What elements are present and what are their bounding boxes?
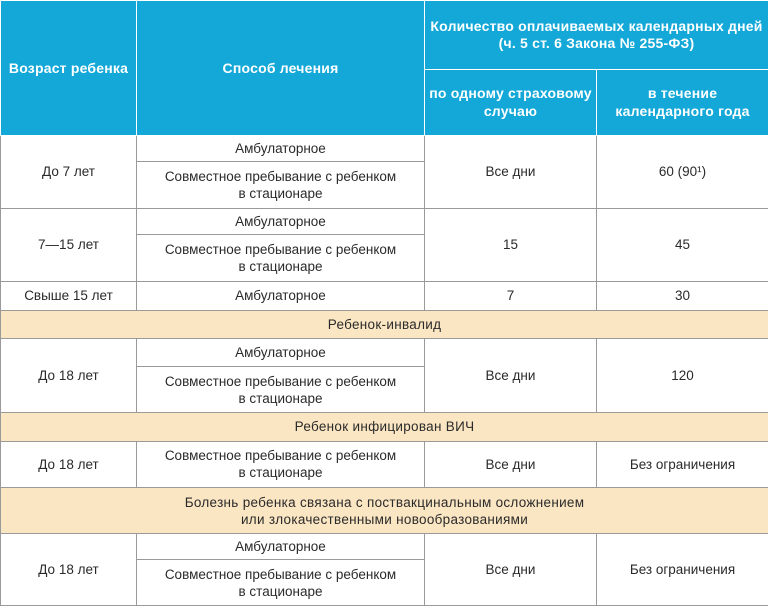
header-per-year-line-3: года [718,103,750,120]
joint-stay-line-1: Совместное пребывание с ребенком [164,566,397,582]
method-joint-stay [137,441,425,487]
method-ambulatory: Амбулаторное [137,282,425,310]
joint-stay-line-1: Совместное пребывание с ребенком [164,373,397,389]
joint-stay-line-2: в стационаре [238,583,323,599]
per-case-cell: 7 [425,282,597,310]
per-case-cell: 15 [425,208,597,282]
joint-stay-line-2: в стационаре [238,390,323,406]
header-per-case-line-2: страховому [508,85,592,102]
header-per-year-line-1: в течение [647,85,718,102]
joint-stay-line-2: в стационаре [238,465,323,481]
method-ambulatory: Амбулаторное [137,136,425,162]
age-cell: До 18 лет [1,441,137,487]
header-per-case [425,69,597,136]
joint-stay-line-1: Совместное пребывание с ребенком [164,169,397,184]
header-per-year-line-2: календарного [615,103,714,120]
method-joint-stay [137,162,425,208]
section-hiv: Ребенок инфицирован ВИЧ [1,413,768,441]
header-days-line-2: календарных дней [628,17,763,34]
header-per-year [597,69,768,136]
method-joint-stay [137,560,425,606]
header-method: Способ лечения [137,1,425,136]
method-joint-stay [137,234,425,281]
method-ambulatory: Амбулаторное [137,534,425,560]
header-days-line-1: Количество оплачиваемых [430,17,625,34]
joint-stay-line-2: в стационаре [238,259,323,275]
per-year-cell: 45 [597,208,768,282]
method-joint-stay [137,366,425,412]
section-vaccine-line-2: или злокачественными новообразованиями [240,511,529,527]
per-year-cell: 60 (90¹) [597,136,768,209]
per-year-cell: 120 [597,338,768,413]
section-vaccine-line-1: Болезнь ребенка связана с поствакцинальным осложнением [184,494,585,510]
age-cell: До 18 лет [1,534,137,606]
method-ambulatory: Амбулаторное [137,208,425,234]
per-year-cell: 30 [597,282,768,310]
joint-stay-line-1: Совместное пребывание с ребенком [164,448,397,464]
header-per-case-line-3: случаю [483,103,538,120]
per-case-cell: Все дни [425,441,597,487]
joint-stay-line-2: в стационаре [238,186,323,201]
age-cell: 7—15 лет [1,208,137,282]
header-days-line-3: (ч. 5 ст. 6 Закона № 255-ФЗ) [498,34,695,51]
header-age: Возраст ребенка [1,1,137,136]
header-per-case-line-1: по одному [429,85,504,102]
per-year-cell: Без ограничения [597,534,768,606]
per-case-cell: Все дни [425,136,597,209]
age-cell: До 18 лет [1,338,137,413]
age-cell: До 7 лет [1,136,137,209]
section-disabled-child: Ребенок-инвалид [1,310,768,338]
joint-stay-line-1: Совместное пребывание с ребенком [164,242,397,258]
per-case-cell: Все дни [425,338,597,413]
header-days [425,1,768,70]
per-year-cell: Без ограничения [597,441,768,487]
section-vaccine-oncology [1,487,768,533]
per-case-cell: Все дни [425,534,597,606]
method-ambulatory: Амбулаторное [137,338,425,366]
age-cell: Свыше 15 лет [1,282,137,310]
